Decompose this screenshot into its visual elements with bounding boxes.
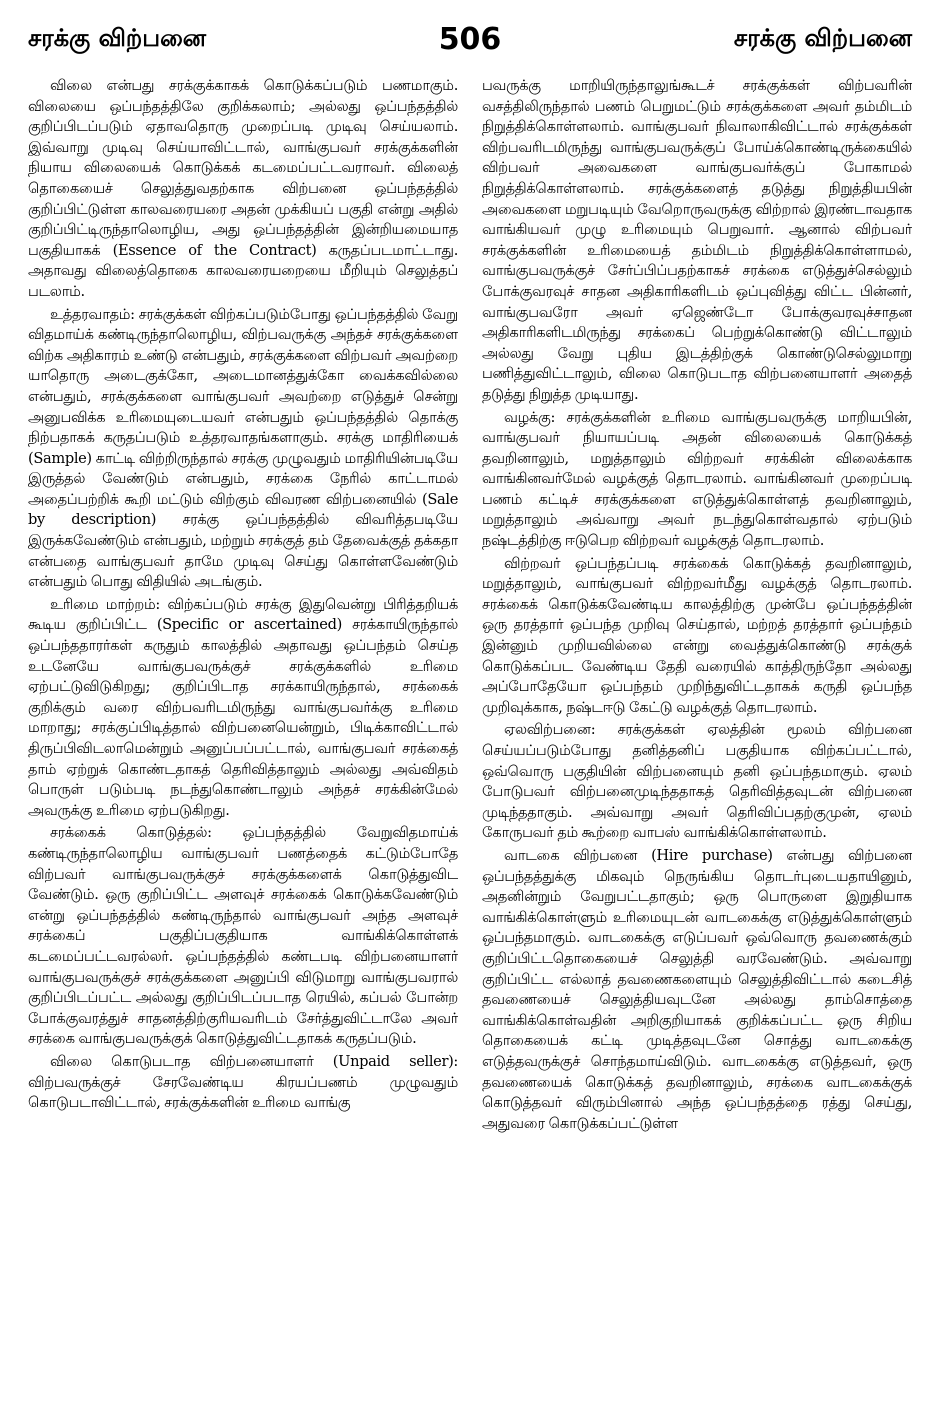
right-column	[482, 76, 912, 1416]
paragraph-seller-default: விற்றவர் ஒப்பந்தப்படி சரக்கைக் கொடுக்கத் தவறினாலும், மறுத்தாலும், வாங்குபவர் விற்றவர்மீது வழக்குத் தொடரலாம். சரக்கைக் கொடுக்கவேண்டிய காலத்திற்கு முன்பே ஒப்பந்தத்தின் ஒரு தரத்தார் ஒப்பந்த முறிவு செய்தால், மற்றத் தரத்தார் ஒப்பந்தம் இன்னும் முறியவில்லை என்று வைத்துக்கொண்டு சரக்குக் கொடுக்கப்பட வேண்டிய தேதி வரையில் காத்திருந்தோ அல்லது அப்போதேயோ ஒப்பந்தம் முறிந்துவிட்டதாகக் கருதி ஒப்பந்த முறிவுக்காக, நஷ்டஈடு கேட்டு வழக்குத் தொடரலாம்.	[482, 554, 912, 716]
left-column	[28, 76, 458, 1416]
paragraph-hire-purchase: வாடகை விற்பனை (Hire purchase) என்பது விற்பனை ஒப்பந்தத்துக்கு மிகவும் நெருங்கிய தொடர்புடையதாயினும், அதனின்றும் வேறுபட்டதாகும்; ஒரு பொருளை இறுதியாக வாங்கிக்கொள்ளும் உரிமையுடன் வாடகைக்கு எடுத்துக்கொள்ளும் ஒப்பந்தமாகும். வாடகைக்கு எடுப்பவர் ஒவ்வொரு தவணைக்கும் குறிப்பிட்டதொகையைச் செலுத்தி வரவேண்டும். அவ்வாறு குறிப்பிட்ட எல்லாத் தவணைகளையும் செலுத்திவிட்டால் கடைசித் தவணையைச் செலுத்தியவுடனே அல்லது தாம்சொத்தை வாங்கிக்கொள்வதின் அறிகுறியாகக் குறிக்கப்பட்ட ஒரு சிறிய தொகையைக் கட்டி முடித்தவுடனே சொத்து வாடகைக்கு எடுத்தவருக்குச் சொந்தமாய்விடும். வாடகைக்கு எடுத்தவர், ஒரு தவணையைக் கொடுக்கத் தவறினாலும், சரக்கை வாடகைக்குக் கொடுத்தவர் விரும்பினால் அந்த ஒப்பந்தத்தை ரத்து செய்து, அதுவரை கொடுக்கப்பட்டுள்ள	[482, 846, 912, 1132]
running-title-left: சரக்கு விற்பனை	[28, 24, 207, 52]
paragraph-delivery: சரக்கைக் கொடுத்தல்: ஒப்பந்தத்தில் வேறுவிதமாய்க் கண்டிருந்தாலொழிய வாங்குபவர் பணத்தைக் கட்டும்போதே விற்பவர் வாங்குபவருக்குச் சரக்குக்களைக் கொடுத்துவிட வேண்டும். ஒரு குறிப்பிட்ட அளவுச் சரக்கைக் கொடுக்கவேண்டும் என்று ஒப்பந்தத்தில் கண்டிருந்தால் வாங்குபவர் அந்த அளவுச் சரக்கைப் பகுதிப்பகுதியாக வாங்கிக்கொள்ளக் கடமைப்பட்டவரல்லர். ஒப்பந்தத்தில் கண்டபடி விற்பனையாளர் வாங்குபவருக்குச் சரக்குக்களை அனுப்பி விடுமாறு வாங்குபவரால் குறிப்பிடப்பட்ட அல்லது குறிப்பிடப்படாத ரெயில், கப்பல் போன்ற போக்குவரத்துச் சாதனத்திற்குரியவரிடம் சேர்த்துவிட்டாலே அவர் சரக்கை வாங்குபவருக்குக் கொடுத்துவிட்டதாகக் கருதப்படும்.	[28, 824, 458, 1048]
paragraph-price: விலை என்பது சரக்குக்காகக் கொடுக்கப்படும் பணமாகும். விலையை ஒப்பந்தத்திலே குறிக்கலாம்; அல்லது ஒப்பந்தத்தில் குறிப்பிடப்படும் ஏதாவதொரு முறைப்படி முடிவு செய்யலாம். இவ்வாறு முடிவு செய்யாவிட்டால், வாங்குபவர் சரக்குக்களின் நியாய விலையைக் கொடுக்கக் கடமைப்பட்டவராவர். விலைத் தொகையைச் செலுத்துவதற்காக விற்பனை ஒப்பந்தத்தில் குறிப்பிட்டுள்ள காலவரையரை அதன் முக்கியப் பகுதி என்று அதில் குறிப்பிட்டிருந்தாலொழிய, அது ஒப்பந்தத்தின் இன்றியமையாத பகுதியாகக் (Essence of the Contract) கருதப்படமாட்டாது. அதாவது விலைத்தொகை காலவரையறையை மீறியும் செலுத்தப் படலாம்.	[28, 77, 458, 300]
page-number: 506	[438, 22, 502, 57]
paragraph-unpaid-seller-continued: பவருக்கு மாறியிருந்தாலுங்கூடச் சரக்குக்கள் விற்பவரின் வசத்திலிருந்தால் பணம் பெறுமட்டும் சரக்குக்களை அவர் தம்மிடம் நிறுத்திக்கொள்ளலாம். வாங்குபவர் நிவாலாகிவிட்டால் சரக்குக்கள் விற்பவரிடமிருந்து வாங்குபவருக்குப் போய்க்கொண்டிருக்கையில் விற்பவர் அவைகளை வாங்குபவர்க்குப் போகாமல் நிறுத்திக்கொள்ளலாம். சரக்குக்களைத் தடுத்து நிறுத்தியபின் அவைகளை மறுபடியும் வேறொருவருக்கு விற்றால் இரண்டாவதாக வாங்கியவர் முழு உரிமையும் பெறுவார். ஆனால் விற்பவர் சரக்குக்களின் உரிமையைத் தம்மிடம் நிறுத்திக்கொள்ளாமல், வாங்குபவருக்குச் சேர்ப்பிப்பதற்காகச் சரக்கை எடுத்துச்செல்லும் போக்குவரவுச் சாதன அதிகாரிகளிடம் ஒப்புவித்து விட்ட பின்னர், வாங்குபவரோ அவர் ஏஜெண்டோ போக்குவரவுச்சாதன அதிகாரிகளிடமிருந்து சரக்கைப் பெற்றுக்கொண்டு விட்டாலும் அல்லது வேறு புதிய இடத்திற்குக் கொண்டுசெல்லுமாறு பணித்துவிட்டாலும், விலை கொடுபடாத விற்பனையாளர் அதைத் தடுத்து நிறுத்த முடியாது.	[482, 77, 912, 403]
paragraph-transfer-of-ownership: உரிமை மாற்றம்: விற்கப்படும் சரக்கு இதுவென்று பிரித்தறியக் கூடிய குறிப்பிட்ட (Specific or ascertained) சரக்காயிருந்தால் ஒப்பந்ததாரர்கள் கருதும் காலத்தில் அதாவது ஒப்பந்தம் செய்த உடனேயே வாங்குபவருக்குச் சரக்குக்களில் உரிமை ஏற்பட்டுவிடுகிறது; குறிப்பிடாத சரக்காயிருந்தால், சரக்கைக் குறிக்கும் வரை விற்பவரிடமிருந்து வாங்குபவர்க்கு உரிமை மாறாது; சரக்குப்பிடித்தால் விற்பனையென்றும், பிடிக்காவிட்டால் திருப்பிவிடலாமென்றும் அனுப்பப்பட்டால், வாங்குபவர் சரக்கைத் தாம் ஏற்றுக் கொண்டதாகத் தெரிவித்தாலும் அல்லது அவ்விதம் பொருள் படும்படி நடந்துகொண்டாலும் அந்தச் சரக்கின்மேல் அவருக்கு உரிமை ஏற்படுகிறது.	[28, 595, 458, 819]
paragraph-lawsuit: வழக்கு: சரக்குக்களின் உரிமை வாங்குபவருக்கு மாறியபின், வாங்குபவர் நியாயப்படி அதன் விலையைக் கொடுக்கத் தவறினாலும், மறுத்தாலும் விற்றவர் சரக்கின் விலைக்காக வாங்கினவர்மேல் வழக்குத் தொடரலாம். வாங்கினவர் முறைப்படி பணம் கட்டிச் சரக்குக்களை எடுத்துக்கொள்ளத் தவறினாலும், மறுத்தாலும் அவ்வாறு அவர் நடந்துகொள்வதால் ஏற்படும் நஷ்டத்திற்கு ஈடுபெற விற்றவர் வழக்குத் தொடரலாம்.	[482, 408, 912, 550]
paragraph-warranty: உத்தரவாதம்: சரக்குக்கள் விற்கப்படும்போது ஒப்பந்தத்தில் வேறு விதமாய்க் கண்டிருந்தாலொழிய, விற்பவருக்கு அந்தச் சரக்குக்களை விற்க அதிகாரம் உண்டு என்பதும், சரக்குக்களை விற்பவர் அவற்றை யாதொரு அடைகுக்கோ, அடைமானத்துக்கோ வைக்கவில்லை என்பதும், சரக்குக்களை வாங்குபவர் அவற்றை எடுத்துச் சென்று அனுபவிக்க உரிமையுடையவர் என்பதும் ஒப்பந்தத்தில் தொக்கு நிற்பதாகக் கருதப்படும் உத்தரவாதங்களாகும். சரக்கு மாதிரியைக் (Sample) காட்டி விற்றிருந்தால் சரக்கு முழுவதும் மாதிரியின்படியே இருத்தல் வேண்டும் என்பதும், சரக்கை நேரில் காட்டாமல் அதைப்பற்றிக் கூறி மட்டும் விற்கும் விவரண விற்பனையில் (Sale by description) சரக்கு ஒப்பந்தத்தில் விவரித்தபடியே இருக்கவேண்டும் என்பதும், மற்றும் சரக்குத் தம் தேவைக்குத் தக்கதா என்பதை வாங்குபவர் தாமே முடிவு செய்து கொள்ளவேண்டும் என்பதும் பொது விதியில் அடங்கும்.	[28, 305, 458, 591]
paragraph-auction-sale: ஏலவிற்பனை: சரக்குக்கள் ஏலத்தின் மூலம் விற்பனை செய்யப்படும்போது தனித்தனிப் பகுதியாக விற்கப்பட்டால், ஒவ்வொரு பகுதியின் விற்பனையும் தனி ஒப்பந்தமாகும். ஏலம் போடுபவர் விற்பனைமுடிந்ததாகத் தெரிவித்தவுடன் விற்பனை முடிந்ததாகும். அவ்வாறு அவர் தெரிவிப்பதற்குமுன், ஏலம் கோருபவர் தம் கூற்றை வாபஸ் வாங்கிக்கொள்ளலாம்.	[482, 721, 912, 842]
page-header	[0, 0, 940, 70]
paragraph-unpaid-seller: விலை கொடுபடாத விற்பனையாளர் (Unpaid seller): விற்பவருக்குச் சேரவேண்டிய கிரயப்பணம் முழுவதும் கொடுபடாவிட்டால், சரக்குக்களின் உரிமை வாங்கு	[28, 1052, 458, 1112]
running-title-right: சரக்கு விற்பனை	[733, 24, 912, 52]
